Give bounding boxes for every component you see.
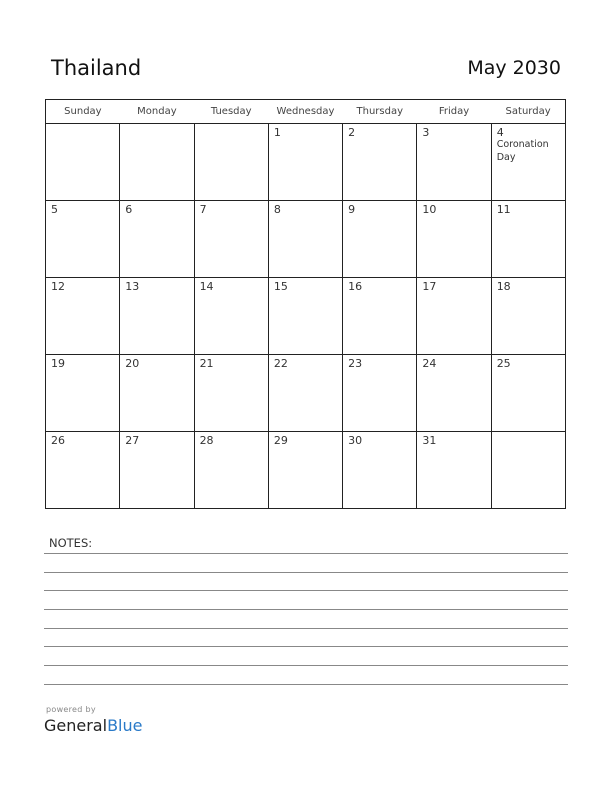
day-number — [46, 124, 119, 126]
notes-line — [44, 684, 568, 685]
day-cell — [343, 201, 417, 278]
day-number: 2 — [348, 126, 356, 139]
weekday-tuesday: Tuesday — [194, 100, 268, 124]
holiday-label: Coronation Day — [496, 139, 549, 163]
day-cell — [268, 124, 342, 201]
weekday-friday: Friday — [417, 100, 491, 124]
day-cell — [46, 278, 120, 355]
day-number: 28 — [199, 434, 214, 447]
day-cell — [491, 278, 565, 355]
week-row — [46, 355, 566, 432]
day-number: 29 — [273, 434, 288, 447]
brand-general: General — [44, 716, 108, 735]
day-cell — [120, 124, 194, 201]
weekday-wednesday: Wednesday — [268, 100, 342, 124]
day-cell — [194, 124, 268, 201]
day-cell — [343, 432, 417, 509]
day-cell — [46, 432, 120, 509]
day-cell — [491, 432, 565, 509]
day-cell — [46, 201, 120, 278]
day-number: 21 — [199, 357, 214, 370]
day-cell — [417, 432, 491, 509]
calendar-grid — [45, 99, 566, 509]
day-number: 5 — [51, 203, 58, 216]
day-number: 14 — [199, 280, 214, 293]
day-number: 10 — [422, 203, 437, 216]
day-number: 26 — [51, 434, 65, 447]
day-number: 11 — [496, 203, 511, 216]
powered-by-text: powered by — [46, 705, 96, 714]
day-number: 25 — [496, 357, 511, 370]
day-cell — [417, 355, 491, 432]
day-cell — [194, 278, 268, 355]
day-cell — [46, 124, 120, 201]
generalblue-logo[interactable] — [44, 716, 142, 735]
day-number: 13 — [125, 280, 140, 293]
day-cell — [491, 201, 565, 278]
day-number: 31 — [422, 434, 437, 447]
day-number: 30 — [348, 434, 363, 447]
day-cell — [343, 278, 417, 355]
day-number: 20 — [125, 357, 140, 370]
day-cell — [268, 201, 342, 278]
day-cell — [343, 355, 417, 432]
day-number — [195, 124, 268, 126]
weekday-header-row — [46, 100, 566, 124]
day-number: 6 — [125, 203, 133, 216]
month-title: May 2030 — [467, 57, 561, 79]
notes-line — [44, 665, 568, 666]
country-title: Thailand — [51, 56, 142, 80]
week-row — [46, 124, 566, 201]
day-cell — [268, 278, 342, 355]
notes-label: NOTES: — [49, 536, 93, 550]
week-row — [46, 432, 566, 509]
notes-line — [44, 553, 568, 554]
week-row — [46, 278, 566, 355]
notes-line — [44, 628, 568, 629]
day-number: 17 — [422, 280, 437, 293]
day-cell — [194, 201, 268, 278]
day-number: 12 — [51, 280, 65, 293]
day-number: 3 — [422, 126, 430, 139]
weekday-thursday: Thursday — [343, 100, 417, 124]
day-cell — [120, 355, 194, 432]
day-number: 22 — [273, 357, 288, 370]
day-number — [120, 124, 193, 126]
day-cell — [194, 432, 268, 509]
brand-blue: Blue — [107, 716, 143, 735]
day-cell — [417, 278, 491, 355]
day-number: 23 — [348, 357, 363, 370]
day-cell — [417, 124, 491, 201]
day-cell — [120, 432, 194, 509]
day-number: 7 — [199, 203, 207, 216]
day-cell — [417, 201, 491, 278]
day-number: 19 — [51, 357, 65, 370]
notes-line — [44, 590, 568, 591]
weekday-sunday: Sunday — [46, 100, 120, 124]
day-cell — [491, 355, 565, 432]
day-number: 15 — [273, 280, 288, 293]
day-number: 1 — [273, 126, 281, 139]
day-number: 18 — [496, 280, 511, 293]
day-cell — [194, 355, 268, 432]
day-number — [492, 432, 565, 434]
day-cell — [46, 355, 120, 432]
week-row — [46, 201, 566, 278]
day-number: 8 — [273, 203, 281, 216]
weekday-saturday: Saturday — [491, 100, 565, 124]
day-number: 24 — [422, 357, 437, 370]
day-cell — [268, 355, 342, 432]
day-cell — [343, 124, 417, 201]
day-cell — [120, 201, 194, 278]
day-number: 9 — [348, 203, 356, 216]
day-number: 4 — [496, 126, 504, 139]
day-cell — [491, 124, 565, 201]
day-cell — [268, 432, 342, 509]
weekday-monday: Monday — [120, 100, 194, 124]
day-cell — [120, 278, 194, 355]
notes-line — [44, 609, 568, 610]
day-number: 16 — [348, 280, 363, 293]
notes-line — [44, 646, 568, 647]
day-number: 27 — [125, 434, 140, 447]
notes-line — [44, 572, 568, 573]
